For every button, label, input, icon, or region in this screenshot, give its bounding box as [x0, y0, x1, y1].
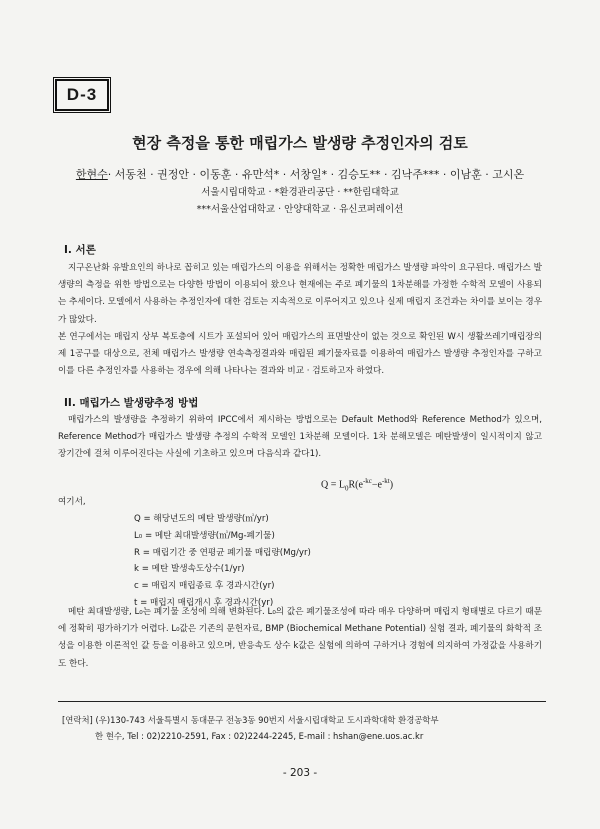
contact-address: [연락처] (우)130-743 서울특별시 동대문구 전농3동 90번지 서울시립대학교 도시과학대학 환경공학부 [62, 715, 439, 725]
author-list [0, 166, 600, 182]
variable-definitions [134, 511, 311, 612]
definition-t: t = 매립지 매립개시 후 경과시간(yr) [134, 597, 274, 608]
where-label: 여기서, [58, 497, 86, 507]
introduction-body [58, 260, 542, 380]
method-body [58, 412, 542, 464]
section-heading-introduction: I. 서론 [64, 244, 96, 256]
affiliation-line-1: 서울시립대학교 · *환경관리공단 · **한림대학교 [201, 187, 399, 198]
footnote-divider [58, 701, 546, 702]
definition-k: k = 메탄 발생속도상수(1/yr) [134, 564, 245, 575]
contact-info [62, 712, 439, 744]
first-order-decay-equation: $Q = L_0R(e^{-kc}-e^{-kt})$ [321, 477, 394, 493]
other-authors: · 서동천 · 권정안 · 이동훈 · 유만석* · 서창일* · 김승도** · 김낙주*** · 이남훈 · 고시온 [107, 168, 525, 181]
affiliation-line-2: ***서울산업대학교 · 안양대학교 · 유신코퍼레이션 [196, 204, 404, 215]
definition-r: R = 매립기간 중 연평균 폐기물 매립량(Mg/yr) [134, 547, 311, 558]
paper-title: 현장 측정을 통한 매립가스 발생량 추정인자의 검토 [132, 134, 468, 152]
first-author: 한현수 [75, 168, 108, 181]
definition-q: Q = 해당년도의 메탄 발생량(㎥/yr) [134, 514, 269, 524]
method-closing-paragraph: 메탄 최대발생량, L₀는 폐기물 조성에 의해 변화된다. L₀의 값은 폐기물조성에 따라 매우 다양하며 매립지 형태별로 다르기 때문에 정확히 평가하기가 어렵다. L₀값은 기존의 문헌자료, BMP (Biochemical Methane Potential) 실험 결과, 폐기물의 화학적 조성을 이용한 이론적인 값 등을 이용하고 있으며, 반응속도 상수 k값은 실험에 의하여 구하거나 경험에 의지하여 가정값을 사용하기도 한다. [58, 607, 542, 669]
definition-l0: L₀ = 메탄 최대발생량(㎥/Mg-폐기물) [134, 530, 275, 541]
contact-details: 한 현수, Tel : 02)2210-2591, Fax : 02)2244-2245, E-mail : hshan@ene.uos.ac.kr [95, 731, 424, 741]
definition-c: c = 매립지 매립종료 후 경과시간(yr) [134, 581, 275, 592]
method-paragraph: 매립가스의 발생량을 추정하기 위하여 IPCC에서 제시하는 방법으로는 Default Method와 Reference Method가 있으며, Reference Method가 매립가스 발생량 추정의 수학적 모델인 1차분해 모델이다. 1차 분해모델은 메탄발생이 일시적이지 않고 장기간에 걸쳐 이루어진다는 사실에 기초하고 있으며 다음식과 같다1). [58, 415, 542, 460]
introduction-paragraph-2: 본 연구에서는 매립지 상부 복토층에 시트가 포설되어 있어 매립가스의 표면발산이 없는 것으로 확인된 W시 생활쓰레기매립장의 제 1공구를 대상으로, 전체 매립가스 발생량 연속측정결과와 매립된 폐기물자료를 이용하여 매립가스 발생량 추정인자를 구하고 이를 다른 추정인자를 사용하는 경우에 의해 나타나는 결과와 비교 · 검토하고자 하였다. [58, 331, 542, 377]
page-number: - 203 - [282, 767, 318, 779]
section-heading-method: II. 매립가스 발생량추정 방법 [64, 397, 199, 409]
introduction-paragraph-1: 지구온난화 유발요인의 하나로 꼽히고 있는 매립가스의 이용을 위해서는 정확한 매립가스 발생량 파악이 요구된다. 매립가스 발생량의 측정을 위한 방법으로는 다양한 방법이 이용되어 왔으나 현재에는 주로 폐기물의 1차분해를 가정한 수학적 모델이 사용되는 추세이다. 모델에서 사용하는 추정인자에 대한 검토는 지속적으로 이루어지고 있으나 실제 매립지 조건과는 차이를 보이는 경우가 많았다. [58, 263, 542, 325]
section-tag: D-3 [55, 79, 109, 111]
method-closing-body [58, 604, 542, 673]
